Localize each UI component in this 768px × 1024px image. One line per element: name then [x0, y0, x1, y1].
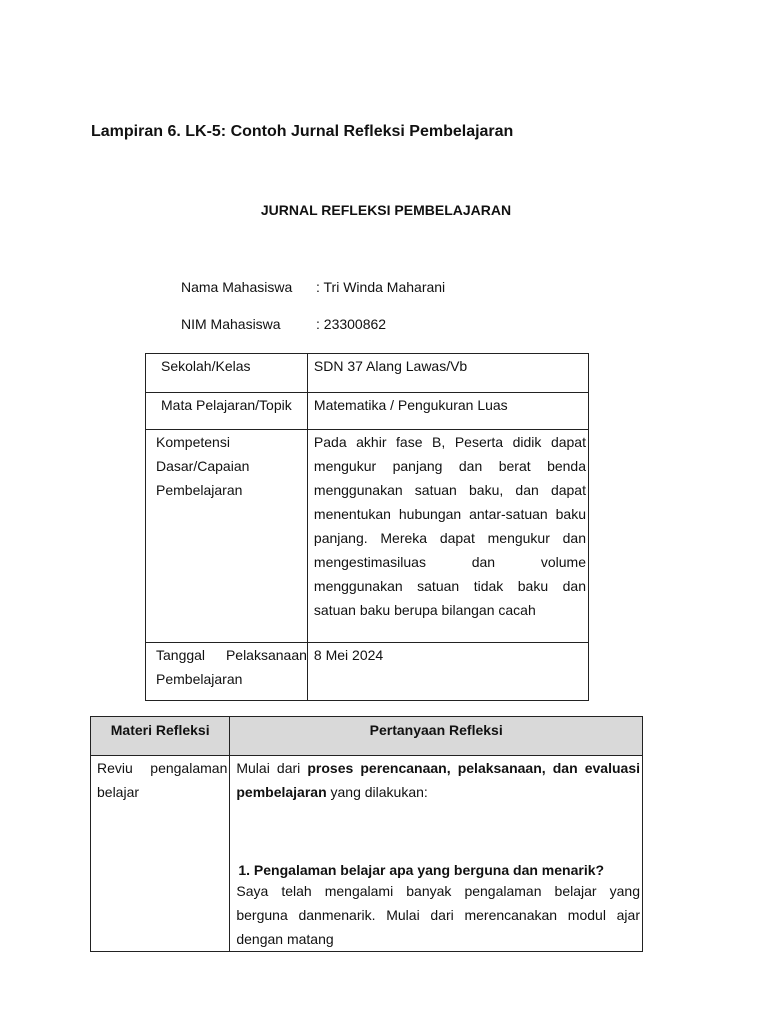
row-label: Reviu pengalaman belajar — [91, 756, 230, 952]
subject-value: Matematika / Pengukuran Luas — [307, 393, 588, 430]
info-table — [145, 353, 589, 701]
reflection-header-row — [91, 717, 643, 756]
subject-label: Mata Pelajaran/Topik — [146, 393, 308, 430]
name-label: Nama Mahasiswa — [181, 279, 293, 295]
date-value: 8 Mei 2024 — [307, 643, 588, 701]
school-row — [146, 354, 589, 393]
answer-1: Saya telah mengalami banyak pengalaman belajar yang berguna danmenarik. Mulai dari merencanakan modul ajar dengan matang — [236, 883, 640, 947]
competency-value: Pada akhir fase B, Peserta didik dapat mengukur panjang dan berat benda menggunakan satuan baku, dan dapat menentukan hubungan antar-satuan baku panjang. Mereka dapat mengukur dan mengestimasiluas dan volume menggunakan satuan tidak baku dan satuan baku berupa bilangan cacah — [307, 430, 588, 643]
name-value: : Tri Winda Maharani — [316, 279, 446, 295]
page-heading: Lampiran 6. LK-5: Contoh Jurnal Refleksi Pembelajaran — [91, 123, 514, 140]
intro-text: Mulai dari proses perencanaan, pelaksanaan, dan evaluasi pembelajaran yang dilakukan: — [236, 760, 640, 800]
reflection-table — [90, 716, 643, 952]
date-row — [146, 643, 589, 701]
reflection-row — [91, 756, 643, 952]
col-header-pertanyaan: Pertanyaan Refleksi — [230, 717, 643, 756]
subject-row — [146, 393, 589, 430]
question-1: 1. Pengalaman belajar apa yang berguna dan menarik? — [238, 862, 605, 878]
school-value: SDN 37 Alang Lawas/Vb — [307, 354, 588, 393]
row-content — [230, 756, 643, 952]
school-label: Sekolah/Kelas — [146, 354, 308, 393]
competency-row — [146, 430, 589, 643]
document-title: JURNAL REFLEKSI PEMBELAJARAN — [260, 202, 512, 218]
nim-label: NIM Mahasiswa — [181, 316, 281, 332]
date-label: Tanggal Pelaksanaan Pembelajaran — [146, 643, 308, 701]
competency-label: Kompetensi Dasar/Capaian Pembelajaran — [146, 430, 308, 643]
nim-value: : 23300862 — [316, 316, 387, 332]
col-header-materi: Materi Refleksi — [91, 717, 230, 756]
